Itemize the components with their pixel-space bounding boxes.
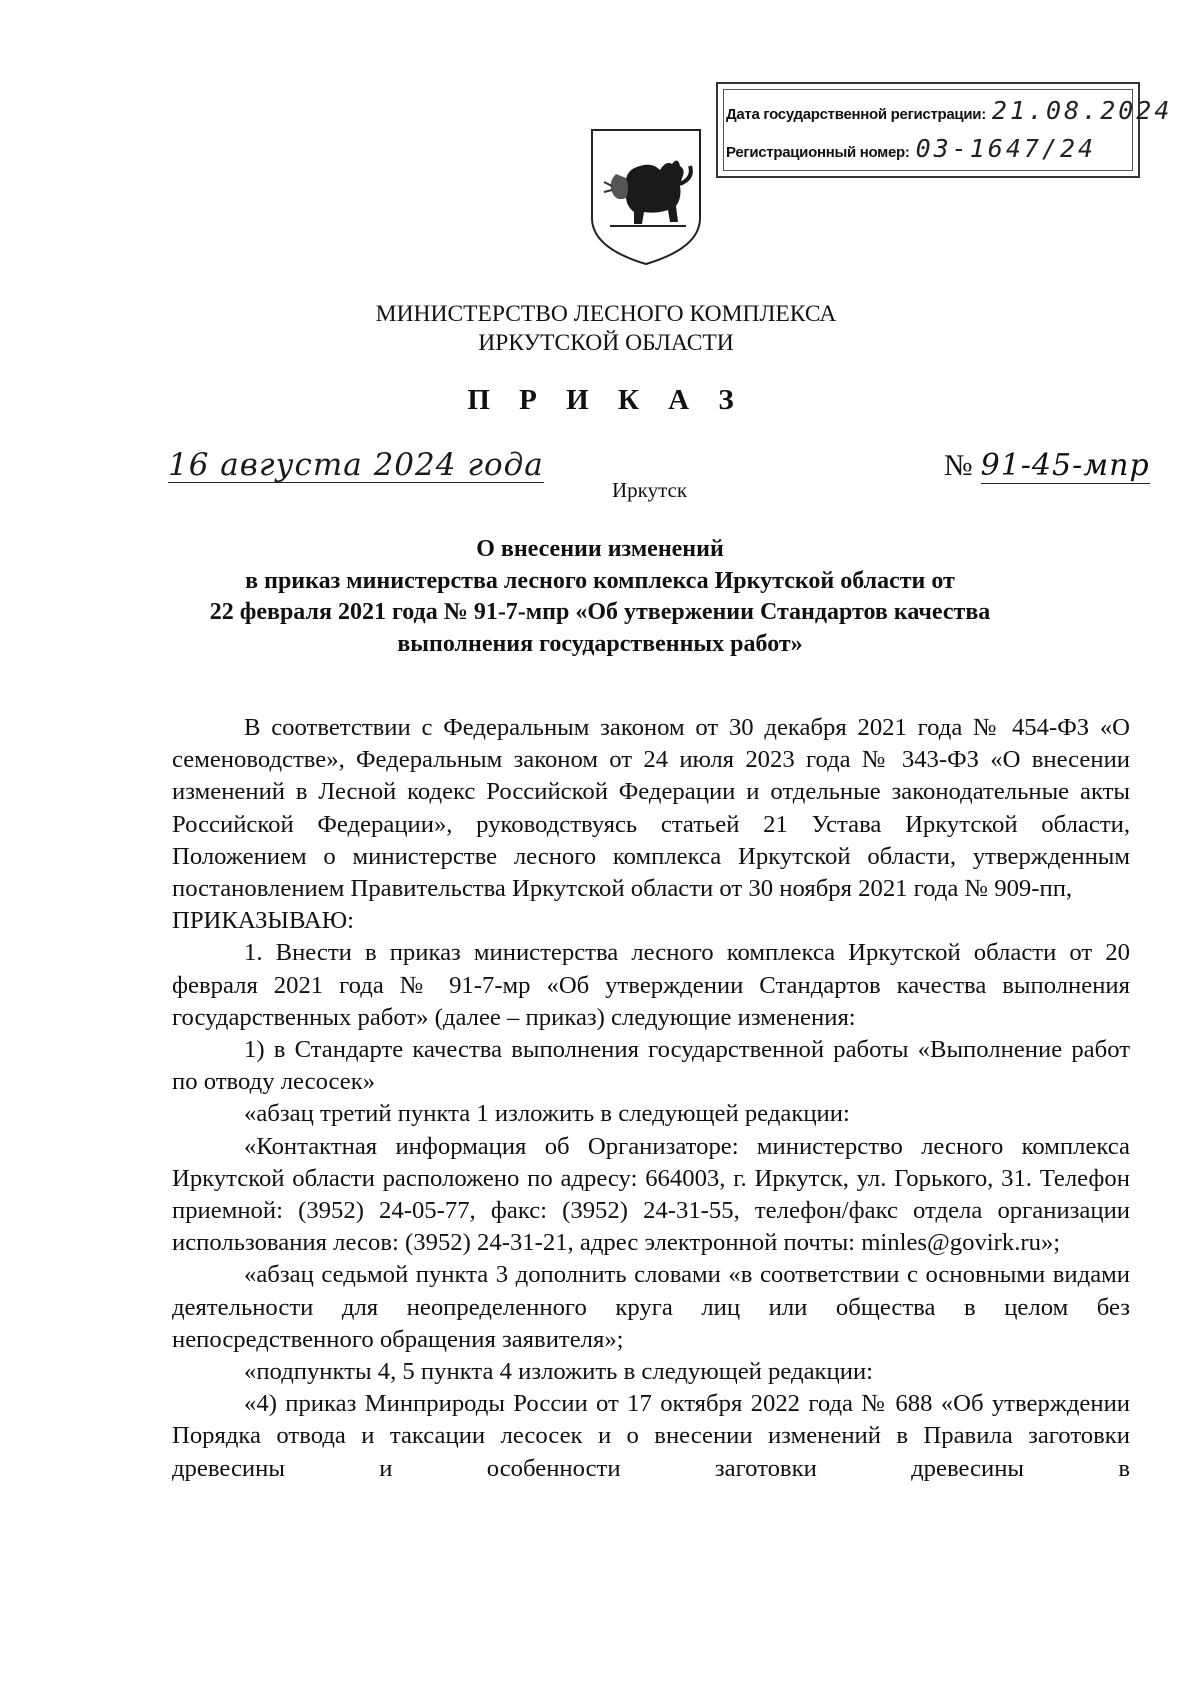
paragraph-d: «подпункты 4, 5 пункта 4 изложить в следующей редакции: [244, 1358, 874, 1386]
order-word: ПРИКАЗЫВАЮ: [172, 907, 354, 935]
stamp-date-row [726, 96, 1172, 125]
ministry-name [300, 300, 912, 358]
ministry-name-line2: ИРКУТСКОЙ ОБЛАСТИ [478, 330, 734, 356]
order-number-handwritten: 91-45-мпр [980, 448, 1150, 483]
order-number-prefix: № [944, 449, 973, 482]
registration-stamp [716, 82, 1173, 178]
paragraph-c: «абзац седьмой пункта 3 дополнить словами «в соответствии с основными видами деятельности для неопределенного круга лиц или общества в целом без непосредственного обращения заявителя»; [172, 1261, 1130, 1353]
subject-line2: в приказ министерства лесного комплекса Иркутской области от [245, 567, 955, 594]
paragraph-a: «абзац третий пункта 1 изложить в следующей редакции: [244, 1100, 850, 1128]
stamp-date-value: 21.08.2024 [991, 96, 1173, 125]
paragraph-e: «4) приказ Минприроды России от 17 октября 2022 года № 688 «Об утверждении Порядка отвода и таксации лесосек и о внесении изменений в Правила заготовки древесины и особенности заготовки древесины в [172, 1390, 1130, 1482]
order-body [172, 712, 1130, 1485]
item-1-1-paragraph: 1) в Стандарте качества выполнения государственной работы «Выполнение работ по отводу лесосек» [172, 1036, 1130, 1096]
ministry-name-line1: МИНИСТЕРСТВО ЛЕСНОГО КОМПЛЕКСА [375, 301, 837, 327]
document-type-title: П Р И К А З [467, 384, 745, 416]
order-number [944, 448, 1150, 484]
item-1-paragraph: 1. Внести в приказ министерства лесного комплекса Иркутской области от 20 февраля 2021 года № 91-7-мр «Об утверждении Стандартов качества выполнения государственных работ» (далее – приказ) следующие изменения: [172, 939, 1130, 1031]
preamble-paragraph: В соответствии с Федеральным законом от 30 декабря 2021 года № 454-ФЗ «О семеноводстве», Федеральным законом от 24 июля 2023 года № 343-ФЗ «О внесении изменений в Лесной кодекс Российской Федерации и отдельные законодательные акты Российской Федерации», руководствуясь статьей 21 Устава Иркутской области, Положением о министерстве лесного комплекса Иркутской области, утвержденным постановлением Правительства Иркутской области от 30 ноября 2021 года № 909-пп, [172, 714, 1130, 903]
stamp-date-label: Дата государственной регистрации: [726, 106, 986, 123]
subject-line3: 22 февраля 2021 года № 91-7-мпр «Об утвержении Стандартов качества [209, 599, 991, 625]
subject-line1: О внесении изменений [476, 536, 724, 562]
paragraph-contact-info: «Контактная информация об Организаторе: министерство лесного комплекса Иркутской области расположено по адресу: 664003, г. Иркутск, ул. Горького, 31. Телефон приемной: (3952) 24-05-77, факс: (3952) 24-31-55, телефон/факс отдела организации использования лесов: (3952) 24-31-21, адрес электронной почты: minles@govirk.ru»; [172, 1132, 1130, 1257]
order-date-handwritten: 16 августа 2024 года [168, 447, 544, 483]
stamp-number-label: Регистрационный номер: [726, 144, 910, 161]
stamp-number-row [726, 134, 1096, 163]
stamp-number-value: 03-1647/24 [915, 134, 1097, 163]
city-name: Иркутск [612, 478, 688, 502]
subject-line4: выполнения государственных работ» [397, 630, 803, 657]
coat-of-arms-emblem [586, 126, 706, 268]
order-subject [150, 534, 1050, 660]
coat-of-arms-icon [586, 126, 706, 268]
